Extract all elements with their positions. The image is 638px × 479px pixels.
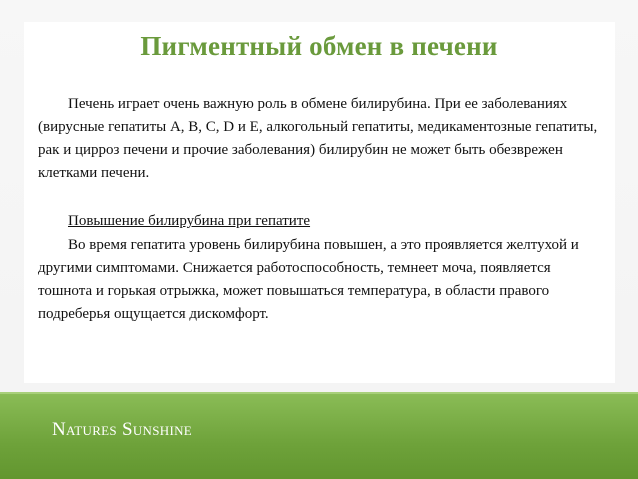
intro-paragraph: Печень играет очень важную роль в обмене билирубина. При ее заболеваниях (вирусные гепатиты А, В, С, D и Е, алкогольный гепатиты, медикаментозные гепатиты, рак и цирроз печени и прочие заболевания) билирубин не может быть обезврежен клетками печени. [38, 96, 598, 181]
slide-title: Пигментный обмен в печени [140, 31, 498, 61]
section-heading: Повышение билирубина при гепатите [68, 213, 311, 229]
symptoms-paragraph: Во время гепатита уровень билирубина повышен, а это проявляется желтухой и другими симптомами. Снижается работоспособность, темнеет моча, появляется тошнота и горькая отрыжка, может повышаться температура, в области правого подреберья ощущается дискомфорт. [38, 237, 579, 322]
brand-logo: Natures Sunshine [52, 419, 193, 440]
footer-divider [0, 392, 638, 394]
content-panel [24, 22, 615, 383]
